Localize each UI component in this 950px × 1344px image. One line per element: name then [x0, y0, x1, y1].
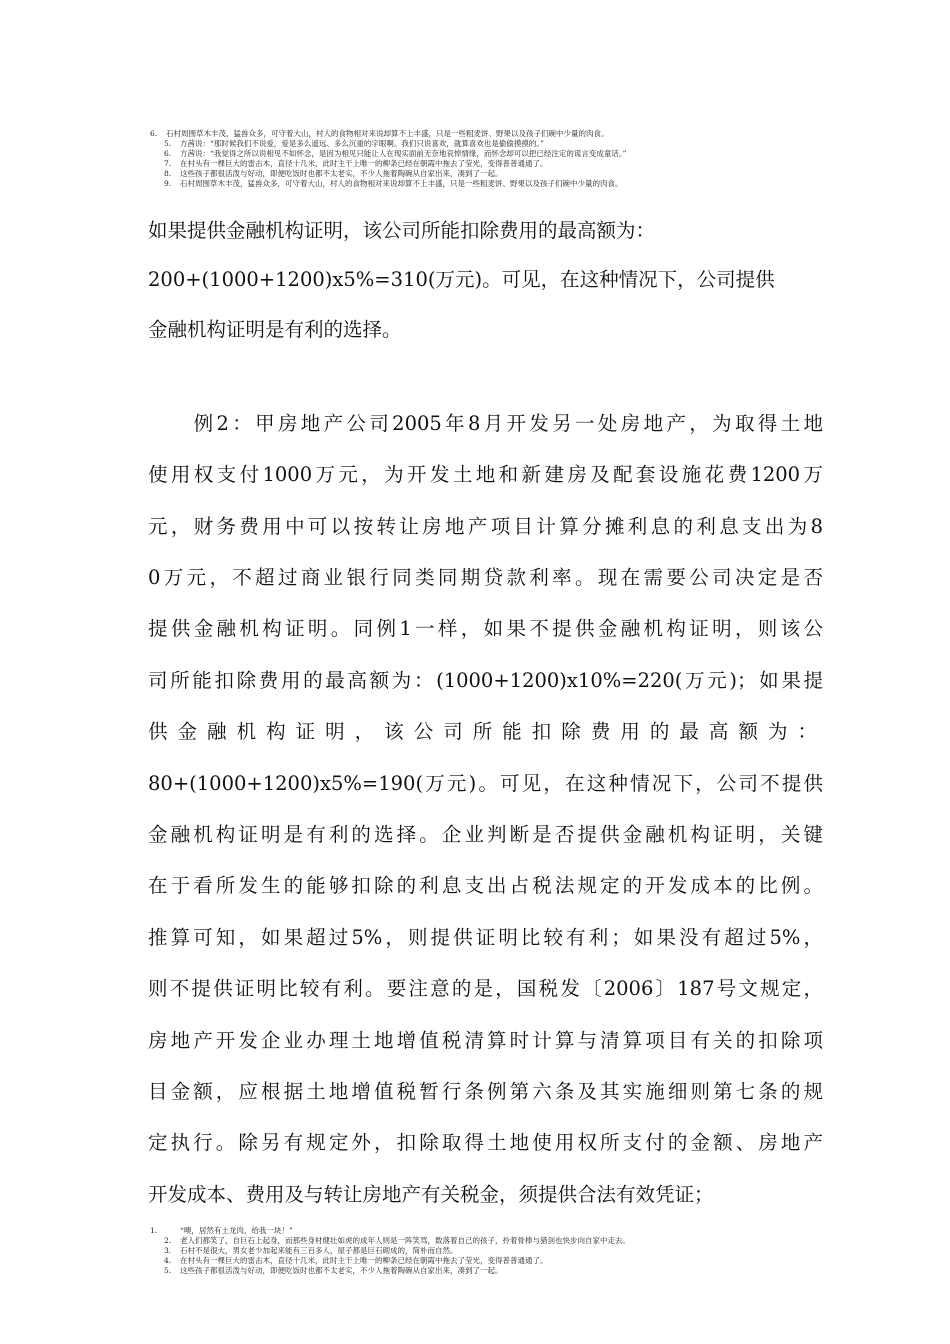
footnote-text: 方茜说：“那时候我们不说爱，爱是多么遥远、多么沉重的字眼啊。我们只说喜欢，就算喜欢也是偷偷摸摸的。”	[180, 139, 544, 148]
footnote-number: 5.	[164, 1266, 172, 1275]
footnote-text: 老人们都笑了，自巨石上起身，而那些身材健壮如虎的成年人则是一阵笑骂，数落着自己的孩子，拎着骨棒与猎剑也快步向自家中走去。	[180, 1236, 630, 1245]
body-line: 使用权支付1000万元，为开发土地和新建房及配套设施花费1200万	[148, 463, 823, 486]
footnote-number: 1.	[150, 1226, 158, 1235]
body-line: 则不提供证明比较有利。要注意的是，国税发〔2006〕187号文规定，	[148, 977, 823, 1000]
footnote-number: 7.	[164, 159, 172, 168]
body-line: 金融机构证明是有利的选择。企业判断是否提供金融机构证明，关键	[148, 823, 823, 846]
footnote-item	[150, 1226, 830, 1236]
body-line: 金融机构证明是有利的选择。	[148, 318, 402, 341]
body-line: 在于看所发生的能够扣除的利息支出占税法规定的开发成本的比例。	[148, 874, 823, 897]
body-line: 0万元，不超过商业银行同类同期贷款利率。现在需要公司决定是否	[148, 566, 823, 589]
footnote-text: 方茜说：“我觉得之所以说相见不如怀念，是因为相见只能让人在现实面前无奈地哀悼情缘，而怀念却可以把已经注定的谎言变成童话。”	[180, 149, 627, 158]
bottom-footnotes	[150, 1226, 830, 1276]
body-line: 如果提供金融机构证明，该公司所能扣除费用的最高额为：	[148, 219, 656, 242]
body-line: 提供金融机构证明。同例1一样，如果不提供金融机构证明，则该公	[148, 617, 823, 640]
footnote-number: 6.	[150, 129, 158, 138]
footnote-text: 这些孩子都很活泼与好动，即便吃饭时也都不太老实，不少人拖着陶碗从自家出来，凑到了一起。	[180, 169, 503, 178]
footnote-item	[150, 1246, 830, 1256]
footnote-number: 5.	[164, 139, 172, 148]
top-footnotes	[150, 129, 830, 189]
footnote-item	[150, 1256, 830, 1266]
footnote-item	[150, 1266, 830, 1276]
body-line: 开发成本、费用及与转让房地产有关税金，须提供合法有效凭证；	[148, 1183, 714, 1206]
footnote-text: 这些孩子都很活泼与好动，即便吃饭时也都不太老实，不少人拖着陶碗从自家出来，凑到了一起。	[180, 1266, 503, 1275]
body-line: 200+(1000+1200)x5%=310(万元)。可见，在这种情况下，公司提供	[148, 268, 775, 291]
body-line: 供金融机构证明，该公司所能扣除费用的最高额为：	[148, 720, 823, 743]
footnote-text: “噢，居然有土龙肉，给我一块！”	[180, 1226, 293, 1235]
footnote-number: 9.	[164, 179, 172, 188]
body-line: 司所能扣除费用的最高额为：(1000+1200)x10%=220(万元)；如果提	[148, 669, 823, 692]
footnote-number: 2.	[164, 1236, 172, 1245]
footnote-item	[150, 159, 830, 169]
body-line: 推算可知，如果超过5%，则提供证明比较有利；如果没有超过5%，	[148, 926, 823, 949]
footnote-text: 石村周围草木丰茂，猛兽众多，可守着大山，村人的食物相对来说却算不上丰盛，只是一些粗麦饼、野果以及孩子们碗中少量的肉食。	[180, 179, 623, 188]
footnote-item	[150, 139, 830, 149]
footnote-text: 石村不是很大，男女老少加起来能有三百多人，屋子都是巨石砌成的，简朴而自然。	[180, 1246, 458, 1255]
body-line: 例2：甲房地产公司2005年8月开发另一处房地产，为取得土地	[148, 412, 823, 435]
body-line: 80+(1000+1200)x5%=190(万元)。可见，在这种情况下，公司不提供	[148, 772, 823, 795]
footnote-item	[150, 129, 830, 139]
body-line: 房地产开发企业办理土地增值税清算时计算与清算项目有关的扣除项	[148, 1029, 823, 1052]
footnote-item	[150, 149, 830, 159]
footnote-item	[150, 169, 830, 179]
footnote-number: 4.	[164, 1256, 172, 1265]
footnote-number: 8.	[164, 169, 172, 178]
footnote-text: 在村头有一棵巨大的雷击木，直径十几米，此时主干上唯一的柳条已经在朝霞中拖去了莹光，变得普普通通了。	[180, 1256, 548, 1265]
footnote-text: 在村头有一棵巨大的雷击木，直径十几米，此时主干上唯一的柳条已经在朝霞中拖去了莹光，变得普普通通了。	[180, 159, 548, 168]
body-line: 定执行。除另有规定外，扣除取得土地使用权所支付的金额、房地产	[148, 1131, 823, 1154]
body-line: 目金额，应根据土地增值税暂行条例第六条及其实施细则第七条的规	[148, 1080, 823, 1103]
footnote-number: 6.	[164, 149, 172, 158]
body-line: 元，财务费用中可以按转让房地产项目计算分摊利息的利息支出为8	[148, 515, 823, 538]
footnote-item	[150, 1236, 830, 1246]
footnote-number: 3.	[164, 1246, 172, 1255]
footnote-item	[150, 179, 830, 189]
footnote-text: 石村周围草木丰茂，猛兽众多，可守着大山，村人的食物相对来说却算不上丰盛，只是一些粗麦饼、野果以及孩子们碗中少量的肉食。	[166, 129, 609, 138]
